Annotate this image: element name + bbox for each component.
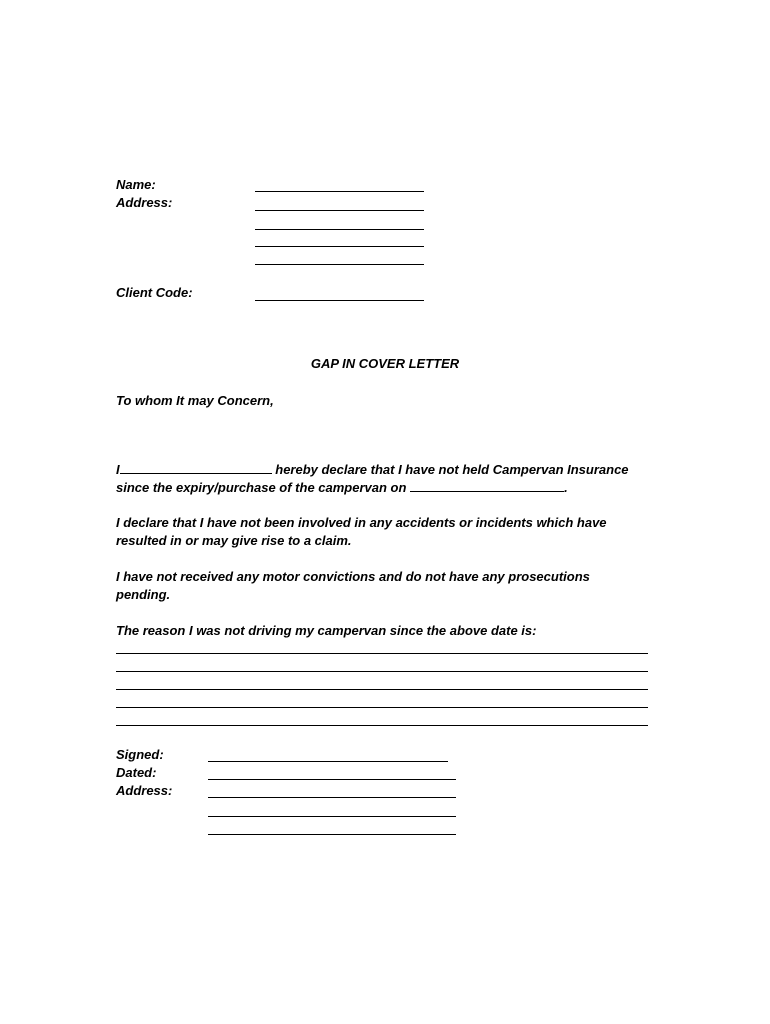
declaration-line-2-end: .: [564, 480, 568, 495]
client-code-label: Client Code:: [116, 285, 193, 300]
dated-field-line[interactable]: [208, 779, 456, 780]
signed-field-line[interactable]: [208, 761, 448, 762]
address-label: Address:: [116, 195, 173, 210]
reason-line-5[interactable]: [116, 725, 648, 726]
declaration-line-1-text: hereby declare that I have not held Campervan Insurance: [275, 462, 629, 477]
name-field-line[interactable]: [255, 191, 424, 192]
address-field-line-2[interactable]: [255, 229, 424, 230]
signature-address-line-1[interactable]: [208, 797, 456, 798]
dated-label: Dated:: [116, 765, 157, 780]
signature-address-label: Address:: [116, 783, 173, 798]
reason-line-4[interactable]: [116, 707, 648, 708]
signature-address-line-2[interactable]: [208, 816, 456, 817]
convictions-line-2: pending.: [116, 587, 171, 602]
convictions-line-1: I have not received any motor convictions and do not have any prosecutions: [116, 569, 590, 584]
accidents-line-1: I declare that I have not been involved in any accidents or incidents which have: [116, 515, 607, 530]
accidents-line-2: resulted in or may give rise to a claim.: [116, 533, 352, 548]
address-field-line-4[interactable]: [255, 264, 424, 265]
expiry-date-blank[interactable]: [410, 480, 564, 492]
name-label: Name:: [116, 177, 156, 192]
declaration-prefix: I: [116, 462, 120, 477]
signed-label: Signed:: [116, 747, 164, 762]
reason-line-1[interactable]: [116, 653, 648, 654]
client-code-field-line[interactable]: [255, 300, 424, 301]
reason-label: The reason I was not driving my campervan since the above date is:: [116, 623, 537, 638]
salutation: To whom It may Concern,: [116, 393, 274, 408]
letter-title: GAP IN COVER LETTER: [310, 356, 460, 371]
address-field-line-3[interactable]: [255, 246, 424, 247]
reason-line-3[interactable]: [116, 689, 648, 690]
address-field-line-1[interactable]: [255, 210, 424, 211]
signature-address-line-3[interactable]: [208, 834, 456, 835]
declaration-line-2-text: since the expiry/purchase of the campervan on: [116, 480, 407, 495]
declaration-line-2: [116, 479, 568, 497]
declaration-line-1: [116, 461, 629, 479]
declarant-name-blank[interactable]: [120, 462, 272, 474]
reason-line-2[interactable]: [116, 671, 648, 672]
